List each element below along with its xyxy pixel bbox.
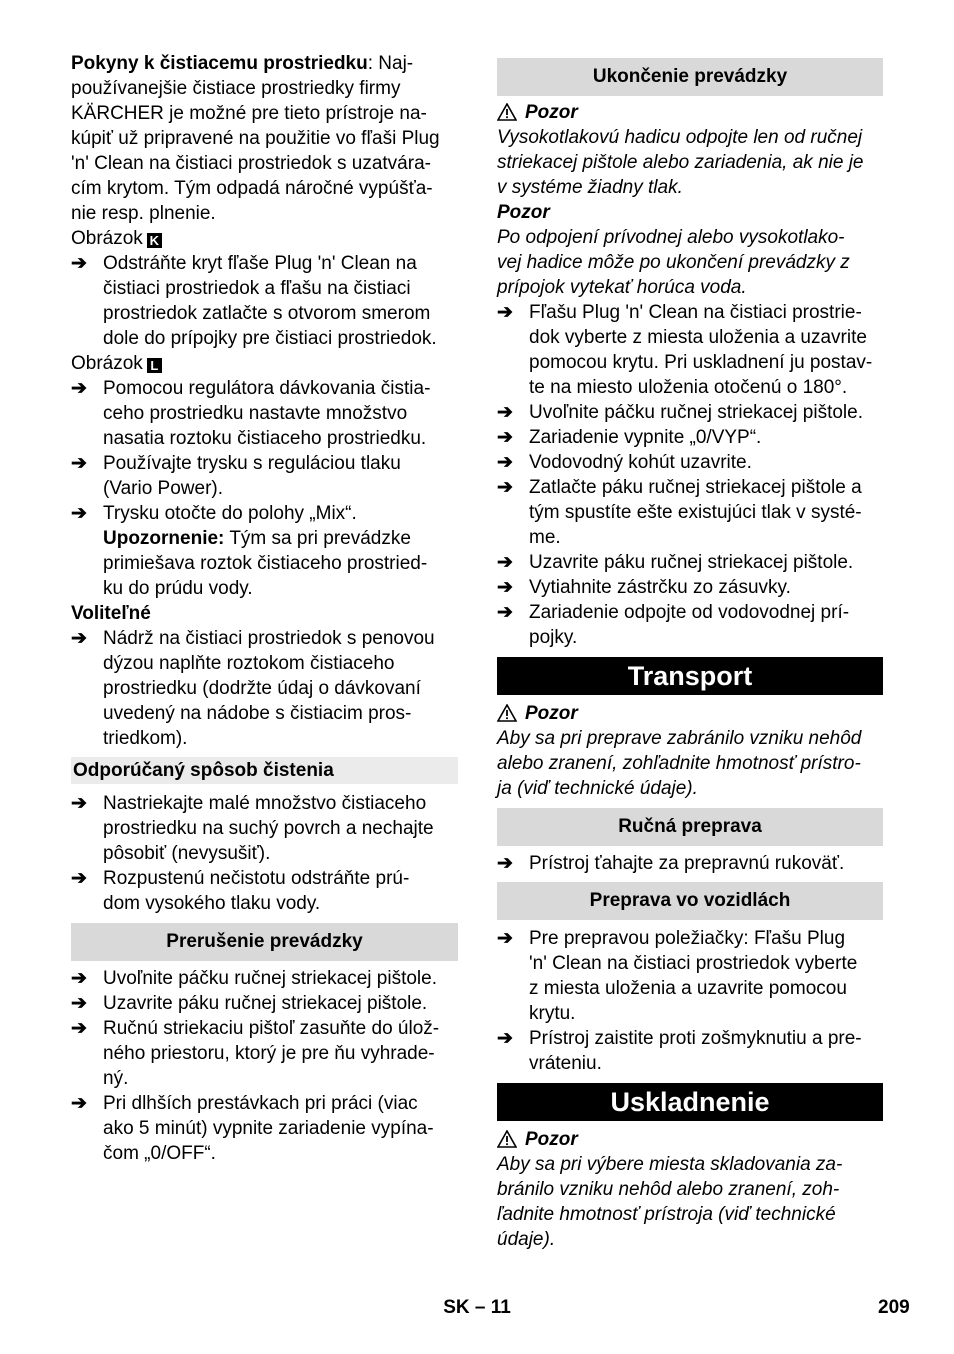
list-item xyxy=(71,501,458,601)
arrow-right-icon: ➔ xyxy=(497,452,513,473)
step-line: Zariadenie odpojte od vodovodnej prí- xyxy=(529,602,850,623)
step-line: Zariadenie vypnite „0/VYP“. xyxy=(529,427,762,448)
arrow-right-icon: ➔ xyxy=(497,1028,513,1049)
step-line: pôsobiť (nevysušiť). xyxy=(103,843,271,864)
step-line: dole do prípojky pre čistiaci prostriedok. xyxy=(103,328,437,349)
arrow-right-icon: ➔ xyxy=(71,868,87,889)
step-note xyxy=(103,526,458,551)
warning-label: Pozor xyxy=(525,102,578,123)
step-line: Vytiahnite zástrčku zo zásuvky. xyxy=(529,577,791,598)
step-line: Uvoľnite páčku ručnej striekacej pištole. xyxy=(103,968,437,989)
figure-l-badge: L xyxy=(147,358,162,373)
optional-heading: Voliteľné xyxy=(71,603,151,624)
step-line: uvedený na nádobe s čistiacim pros- xyxy=(103,703,412,724)
storage-heading: Uskladnenie xyxy=(497,1083,883,1121)
list-item xyxy=(497,575,883,600)
footer-section-label: SK – 11 xyxy=(443,1297,511,1318)
step-line: Používajte trysku s reguláciou tlaku xyxy=(103,453,401,474)
left-column xyxy=(71,51,458,1166)
intro-paragraph xyxy=(71,51,458,76)
list-item xyxy=(497,425,883,450)
arrow-right-icon: ➔ xyxy=(71,1093,87,1114)
arrow-right-icon: ➔ xyxy=(497,928,513,949)
warning-triangle-icon xyxy=(497,704,517,722)
step-line: 'n' Clean na čistiaci prostriedok vyberte xyxy=(529,953,858,974)
arrow-right-icon: ➔ xyxy=(497,477,513,498)
list-item xyxy=(71,791,458,866)
list-item xyxy=(71,251,458,351)
list-item xyxy=(71,626,458,751)
warning-label: Pozor xyxy=(497,202,550,223)
step-line: Uzavrite páku ručnej striekacej pištole. xyxy=(103,993,428,1014)
vehicle-transport-heading: Preprava vo vozidlách xyxy=(497,882,883,920)
step-line: triedkom). xyxy=(103,728,188,749)
arrow-right-icon: ➔ xyxy=(497,427,513,448)
intro-line: kúpiť už pripravené na použitie vo fľaši Plug xyxy=(71,128,440,149)
step-line: prostriedku na suchý povrch a nechajte xyxy=(103,818,434,839)
figure-ref-k xyxy=(71,226,458,251)
warning-text: ja (viď technické údaje). xyxy=(497,778,698,799)
warning-text: alebo zranení, zohľadnite hmotnosť prístro- xyxy=(497,753,861,774)
step-line: Prístroj ťahajte za prepravnú rukoväť. xyxy=(529,853,845,874)
intro-line: cím krytom. Tým odpadá náročné vypúšťa- xyxy=(71,178,433,199)
interrupt-heading: Prerušenie prevádzky xyxy=(71,923,458,961)
step-line: Nastriekajte malé množstvo čistiaceho xyxy=(103,793,427,814)
step-line: tým spustíte ešte existujúci tlak v systé- xyxy=(529,502,862,523)
arrow-right-icon: ➔ xyxy=(71,253,87,274)
list-item xyxy=(497,475,883,550)
step-line: Odstráňte kryt fľaše Plug 'n' Clean na xyxy=(103,253,417,274)
list-item xyxy=(71,376,458,451)
arrow-right-icon: ➔ xyxy=(71,378,87,399)
arrow-right-icon: ➔ xyxy=(497,302,513,323)
warning-title xyxy=(497,701,883,726)
right-column xyxy=(497,58,883,1252)
warning-triangle-icon xyxy=(497,1130,517,1148)
step-line: pomocou krytu. Pri uskladnení ju postav- xyxy=(529,352,873,373)
step-line: Uvoľnite páčku ručnej striekacej pištole. xyxy=(529,402,863,423)
manual-transport-heading: Ručná preprava xyxy=(497,808,883,846)
step-line: pojky. xyxy=(529,627,578,648)
step-line: Fľašu Plug 'n' Clean na čistiaci prostrie- xyxy=(529,302,862,323)
list-item xyxy=(497,550,883,575)
list-item xyxy=(497,926,883,1026)
warning-text: vej hadice môže po ukončení prevádzky z xyxy=(497,252,850,273)
step-line: te na miesto uloženia otočenú o 180°. xyxy=(529,377,848,398)
step-line: ný. xyxy=(103,1068,129,1089)
warning-text: ľadnite hmotnosť prístroja (viď technické xyxy=(497,1204,836,1225)
step-line: prostriedku (dodržte údaj o dávkovaní xyxy=(103,678,421,699)
warning-text: striekacej pištole alebo zariadenia, ak nie je xyxy=(497,152,864,173)
page-number: 209 xyxy=(878,1297,910,1318)
step-line: dýzou naplňte roztokom čistiaceho xyxy=(103,653,395,674)
intro-line: používanejšie čistiace prostriedky firmy xyxy=(71,78,401,99)
arrow-right-icon: ➔ xyxy=(497,577,513,598)
warning-label: Pozor xyxy=(525,703,578,724)
transport-heading: Transport xyxy=(497,657,883,695)
intro-line: nie resp. plnenie. xyxy=(71,203,216,224)
warning-text: Vysokotlakovú hadicu odpojte len od ručnej xyxy=(497,127,863,148)
step-line: ako 5 minút) vypnite zariadenie vypína- xyxy=(103,1118,434,1139)
intro-line: KÄRCHER je možné pre tieto prístroje na- xyxy=(71,103,427,124)
list-item xyxy=(497,400,883,425)
step-line: čom „0/OFF“. xyxy=(103,1143,216,1164)
warning-triangle-icon xyxy=(497,103,517,121)
warning-text: Aby sa pri preprave zabránilo vzniku nehôd xyxy=(497,728,862,749)
note-label: Upozornenie: xyxy=(103,528,225,549)
list-item xyxy=(71,451,458,501)
arrow-right-icon: ➔ xyxy=(71,968,87,989)
list-item xyxy=(497,300,883,400)
step-line: (Vario Power). xyxy=(103,478,224,499)
intro-line: 'n' Clean na čistiaci prostriedok s uzatvára- xyxy=(71,153,431,174)
arrow-right-icon: ➔ xyxy=(71,453,87,474)
step-line: ku do prúdu vody. xyxy=(103,578,253,599)
step-line: Ručnú striekaciu pištoľ zasuňte do úlož- xyxy=(103,1018,440,1039)
figure-label: Obrázok xyxy=(71,353,143,374)
warning-text: údaje). xyxy=(497,1229,556,1250)
step-line: Rozpustenú nečistotu odstráňte prú- xyxy=(103,868,410,889)
step-line: ného priestoru, ktorý je pre ňu vyhrade- xyxy=(103,1043,435,1064)
step-line: Trysku otočte do polohy „Mix“. xyxy=(103,503,357,524)
step-line: nasatia roztoku čistiaceho prostriedku. xyxy=(103,428,427,449)
warning-text: Po odpojení prívodnej alebo vysokotlako- xyxy=(497,227,845,248)
step-line: krytu. xyxy=(529,1003,576,1024)
step-line: Zatlačte páku ručnej striekacej pištole a xyxy=(529,477,862,498)
step-line: Pri dlhších prestávkach pri práci (viac xyxy=(103,1093,418,1114)
list-item xyxy=(71,1016,458,1091)
warning-text: bránilo vzniku nehôd alebo zranení, zoh- xyxy=(497,1179,840,1200)
step-line: dom vysokého tlaku vody. xyxy=(103,893,321,914)
step-line: čistiaci prostriedok a fľašu na čistiaci xyxy=(103,278,411,299)
arrow-right-icon: ➔ xyxy=(71,503,87,524)
step-line: Uzavrite páku ručnej striekacej pištole. xyxy=(529,552,854,573)
step-line: Pre prepravou poležiačky: Fľašu Plug xyxy=(529,928,846,949)
list-item xyxy=(71,1091,458,1166)
arrow-right-icon: ➔ xyxy=(497,853,513,874)
warning-text: Aby sa pri výbere miesta skladovania za- xyxy=(497,1154,843,1175)
step-line: Prístroj zaistite proti zošmyknutiu a pre- xyxy=(529,1028,862,1049)
arrow-right-icon: ➔ xyxy=(497,402,513,423)
figure-ref-l xyxy=(71,351,458,376)
step-line: vráteniu. xyxy=(529,1053,602,1074)
arrow-right-icon: ➔ xyxy=(71,793,87,814)
list-item xyxy=(497,600,883,650)
list-item xyxy=(71,991,458,1016)
list-item xyxy=(497,450,883,475)
list-item xyxy=(71,966,458,991)
step-line: Vodovodný kohút uzavrite. xyxy=(529,452,752,473)
recommended-heading: Odporúčaný spôsob čistenia xyxy=(71,757,458,784)
step-line: dok vyberte z miesta uloženia a uzavrite xyxy=(529,327,867,348)
warning-label: Pozor xyxy=(525,1129,578,1150)
arrow-right-icon: ➔ xyxy=(71,628,87,649)
step-line: primiešava roztok čistiaceho prostried- xyxy=(103,553,428,574)
step-line: ceho prostriedku nastavte množstvo xyxy=(103,403,408,424)
warning-title xyxy=(497,1127,883,1152)
shutdown-heading: Ukončenie prevádzky xyxy=(497,58,883,96)
arrow-right-icon: ➔ xyxy=(71,993,87,1014)
figure-k-badge: K xyxy=(147,233,162,248)
intro-line: : Naj- xyxy=(367,53,414,74)
step-line: me. xyxy=(529,527,561,548)
intro-bold: Pokyny k čistiacemu prostriedku xyxy=(71,53,368,74)
warning-text: v systéme žiadny tlak. xyxy=(497,177,683,198)
step-line: prostriedok zatlačte s otvorom smerom xyxy=(103,303,431,324)
arrow-right-icon: ➔ xyxy=(71,1018,87,1039)
arrow-right-icon: ➔ xyxy=(497,602,513,623)
list-item xyxy=(71,866,458,916)
warning-text: prípojok vytekať horúca voda. xyxy=(497,277,747,298)
figure-label: Obrázok xyxy=(71,228,143,249)
step-line: z miesta uloženia a uzavrite pomocou xyxy=(529,978,847,999)
step-line: Nádrž na čistiaci prostriedok s penovou xyxy=(103,628,435,649)
warning-title xyxy=(497,100,883,125)
list-item xyxy=(497,851,883,876)
note-text: Tým sa pri prevádzke xyxy=(224,528,411,549)
step-line: Pomocou regulátora dávkovania čistia- xyxy=(103,378,431,399)
arrow-right-icon: ➔ xyxy=(497,552,513,573)
list-item xyxy=(497,1026,883,1076)
